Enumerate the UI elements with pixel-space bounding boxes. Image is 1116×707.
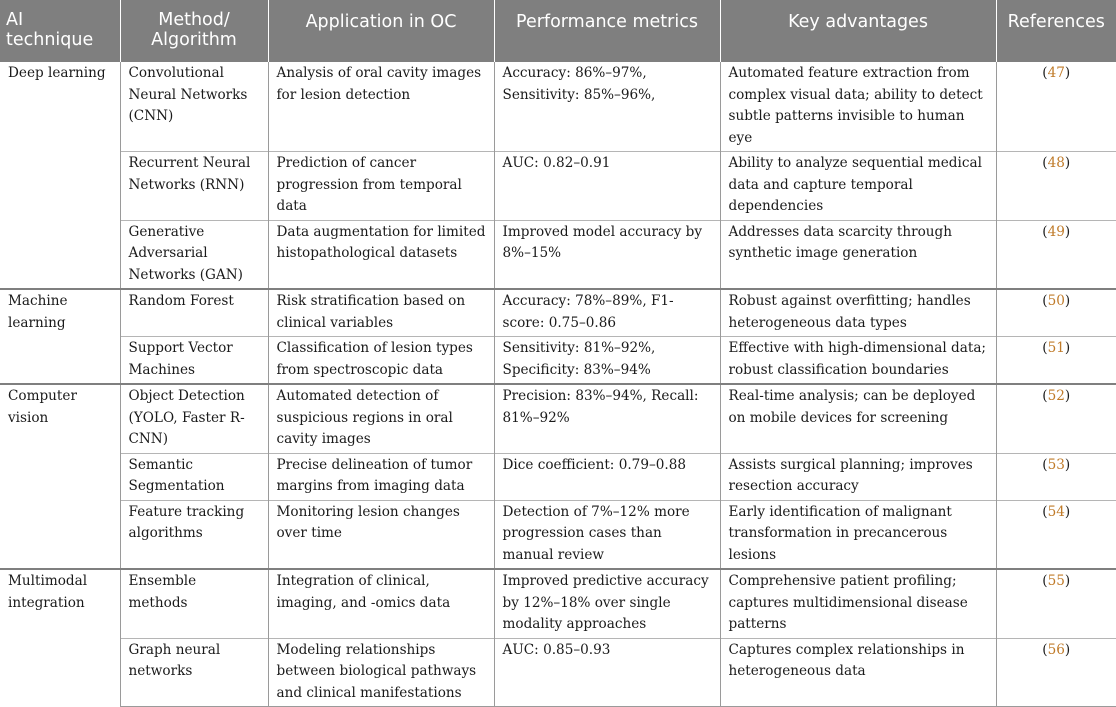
table-row [0, 337, 1116, 385]
ai-technique-cell: Deep learning [8, 65, 106, 81]
ai-technique-cell: Computer vision [0, 384, 120, 569]
application-cell: Automated detection of suspicious regions in oral cavity images [268, 384, 494, 453]
advantages-cell: Comprehensive patient profiling; captures multidimensional disease patterns [720, 569, 996, 638]
reference-cell: (48) [996, 152, 1116, 221]
reference-cell: (56) [996, 638, 1116, 707]
ai-technique-cell: Multimodal integration [0, 569, 120, 707]
method-cell: Recurrent Neural Networks (RNN) [120, 152, 268, 221]
table-row [0, 289, 1116, 337]
performance-cell: Detection of 7%–12% more progression cases than manual review [494, 500, 720, 569]
table-row [0, 638, 1116, 707]
reference-link[interactable]: 47 [1047, 65, 1065, 81]
method-cell: Object Detection (YOLO, Faster R-CNN) [120, 384, 268, 453]
performance-cell: AUC: 0.85–0.93 [494, 638, 720, 707]
advantages-cell: Captures complex relationships in heterogeneous data [720, 638, 996, 707]
reference-cell: (54) [996, 500, 1116, 569]
reference-cell: (53) [996, 453, 1116, 500]
header-row [0, 0, 1116, 62]
performance-cell: Accuracy: 86%–97%, Sensitivity: 85%–96%, [494, 62, 720, 152]
reference-link[interactable]: 53 [1047, 456, 1065, 473]
table-row [0, 500, 1116, 569]
table-row [0, 384, 1116, 453]
performance-cell: Dice coefficient: 0.79–0.88 [494, 453, 720, 500]
application-cell: Analysis of oral cavity images for lesion detection [268, 62, 494, 152]
advantages-cell: Assists surgical planning; improves resection accuracy [720, 453, 996, 500]
method-cell: Convolutional Neural Networks (CNN) [120, 62, 268, 152]
reference-link[interactable]: 52 [1047, 388, 1065, 404]
advantages-cell: Ability to analyze sequential medical data and capture temporal dependencies [720, 152, 996, 221]
performance-cell: Sensitivity: 81%–92%, Specificity: 83%–94% [494, 337, 720, 385]
method-cell: Generative Adversarial Networks (GAN) [120, 220, 268, 289]
header-application: Application in OC [268, 0, 494, 62]
reference-link[interactable]: 50 [1047, 293, 1065, 309]
header-ai-technique: AI technique [0, 0, 120, 62]
advantages-cell: Real-time analysis; can be deployed on mobile devices for screening [720, 384, 996, 453]
performance-cell: AUC: 0.82–0.91 [494, 152, 720, 221]
reference-link[interactable]: 55 [1047, 573, 1065, 589]
performance-cell: Improved predictive accuracy by 12%–18% over single modality approaches [494, 569, 720, 638]
reference-cell: (47) [996, 62, 1116, 152]
application-cell: Classification of lesion types from spectroscopic data [268, 337, 494, 385]
advantages-cell: Automated feature extraction from complex visual data; ability to detect subtle patterns invisible to human eye [720, 62, 996, 152]
ai-technique-cell: Machine learning [0, 289, 120, 384]
application-cell: Data augmentation for limited histopathological datasets [268, 220, 494, 289]
table-row [0, 220, 1116, 289]
application-cell: Prediction of cancer progression from temporal data [268, 152, 494, 221]
reference-link[interactable]: 48 [1047, 155, 1065, 171]
performance-cell: Accuracy: 78%–89%, F1-score: 0.75–0.86 [494, 289, 720, 337]
reference-link[interactable]: 51 [1047, 340, 1065, 356]
advantages-cell: Early identification of malignant transformation in precancerous lesions [720, 500, 996, 569]
header-method: Method/ Algorithm [120, 0, 268, 62]
header-advantages: Key advantages [720, 0, 996, 62]
header-performance: Performance metrics [494, 0, 720, 62]
table-row [0, 62, 1116, 152]
performance-cell: Precision: 83%–94%, Recall: 81%–92% [494, 384, 720, 453]
table-row [0, 453, 1116, 500]
advantages-cell: Effective with high-dimensional data; robust classification boundaries [720, 337, 996, 385]
header-references: References [996, 0, 1116, 62]
reference-cell: (55) [996, 569, 1116, 638]
reference-link[interactable]: 49 [1047, 223, 1065, 240]
application-cell: Risk stratification based on clinical variables [268, 289, 494, 337]
reference-link[interactable]: 56 [1047, 641, 1065, 658]
method-cell: Random Forest [120, 289, 268, 337]
method-cell: Graph neural networks [120, 638, 268, 707]
method-cell: Feature tracking algorithms [120, 500, 268, 569]
method-cell: Semantic Segmentation [120, 453, 268, 500]
application-cell: Monitoring lesion changes over time [268, 500, 494, 569]
application-cell: Integration of clinical, imaging, and -omics data [268, 569, 494, 638]
reference-cell: (50) [996, 289, 1116, 337]
advantages-cell: Robust against overfitting; handles heterogeneous data types [720, 289, 996, 337]
application-cell: Precise delineation of tumor margins from imaging data [268, 453, 494, 500]
reference-link[interactable]: 54 [1047, 503, 1065, 520]
reference-cell: (51) [996, 337, 1116, 385]
table-row [0, 152, 1116, 221]
method-cell: Ensemble methods [120, 569, 268, 638]
table-row [0, 569, 1116, 638]
reference-cell: (52) [996, 384, 1116, 453]
method-cell: Support Vector Machines [120, 337, 268, 385]
performance-cell: Improved model accuracy by 8%–15% [494, 220, 720, 289]
application-cell: Modeling relationships between biological pathways and clinical manifestations [268, 638, 494, 707]
advantages-cell: Addresses data scarcity through synthetic image generation [720, 220, 996, 289]
reference-cell: (49) [996, 220, 1116, 289]
